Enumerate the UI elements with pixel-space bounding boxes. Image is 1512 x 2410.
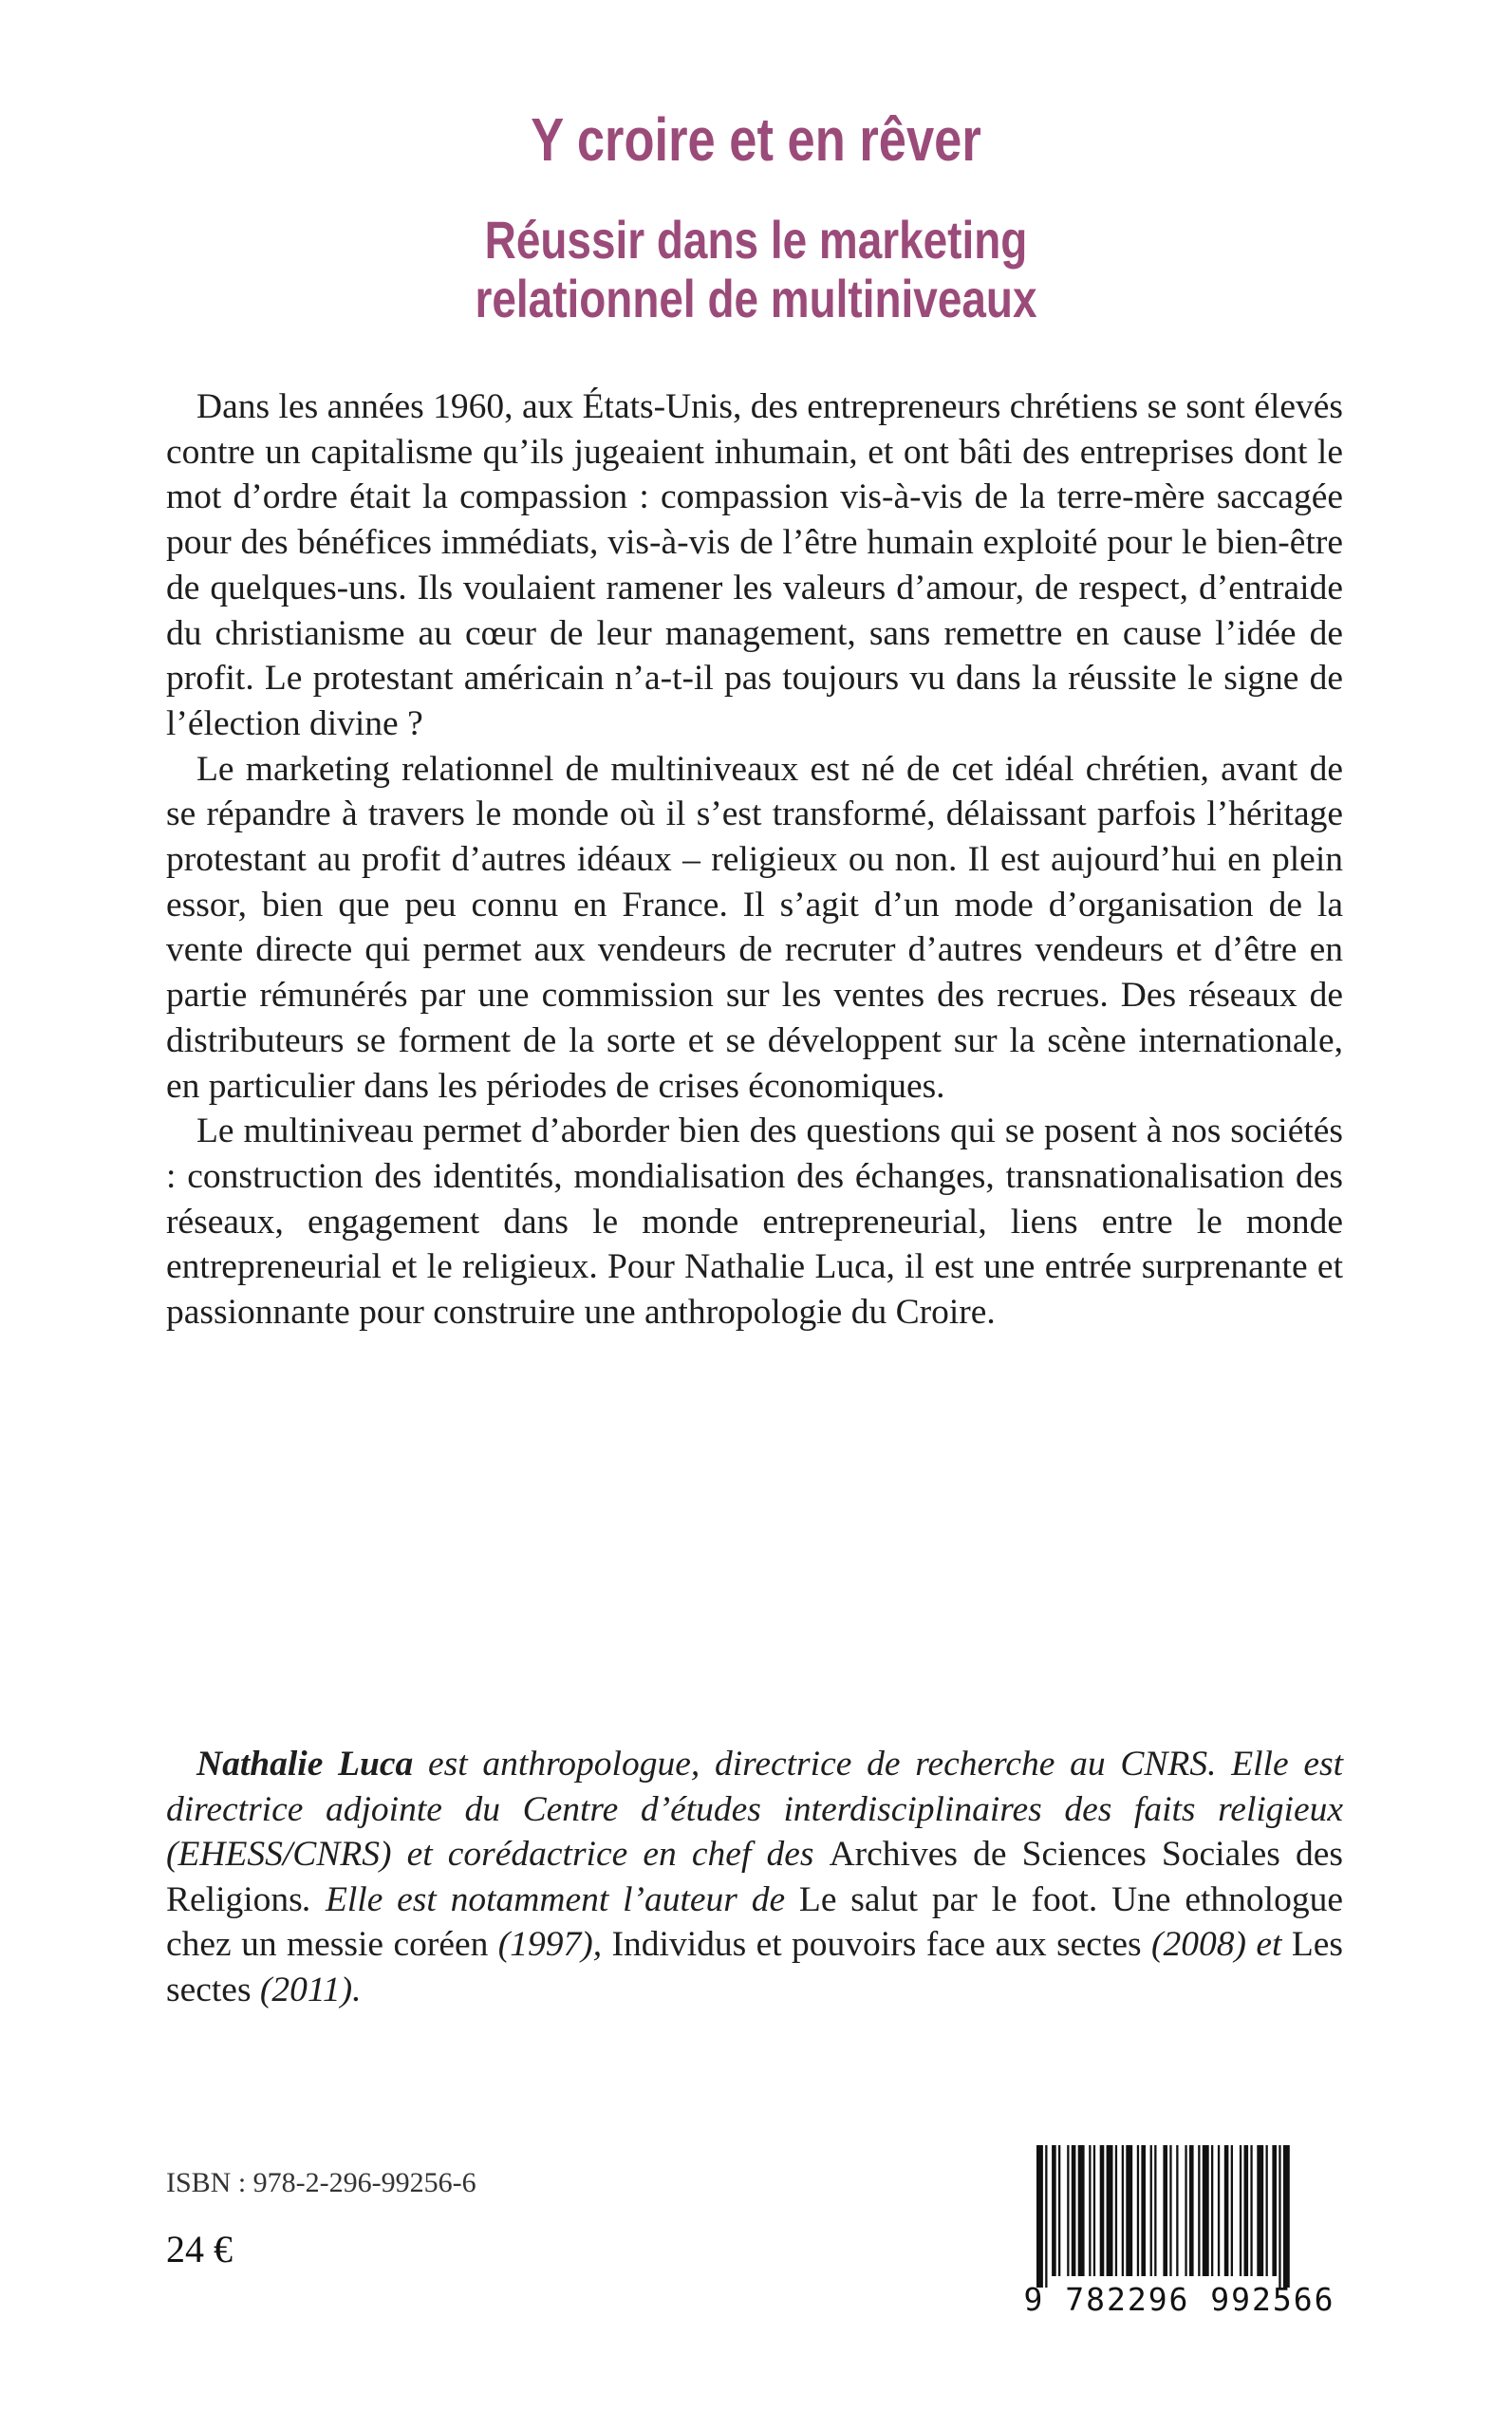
bio-year-2: (2008) et xyxy=(1141,1925,1292,1964)
book-title-2: Individus et pouvoirs face aux sectes xyxy=(611,1925,1142,1964)
book-title: Y croire et en rêver xyxy=(531,105,981,174)
blurb-paragraph-1: Dans les années 1960, aux États-Unis, des entrepreneurs chrétiens se sont élevés contre un capitalisme qu’ils jugeaient inhumain, et ont bâti des entreprises dont le mot d’ordre était la compassion : compassion vis-à-vis de la terre-mère saccagée pour des bénéfices immédiats, vis-à-vis de l’être humain exploité pour le bien-être de quelques-uns. Ils voulaient ramener les valeurs d’amour, de respect, d’entraide du christianisme au cœur de leur management, sans remettre en cause l’idée de profit. Le protestant américain n’a-t-il pas toujours vu dans la réussite le signe de l’élection divine ? xyxy=(166,387,1343,743)
barcode-bar xyxy=(1211,2145,1213,2276)
barcode-bar xyxy=(1240,2145,1241,2276)
blurb-paragraph-2: Le marketing relationnel de multiniveaux est né de cet idéal chrétien, avant de se répandre à travers le monde où il s’est transformé, délaissant parfois l’héritage protestant au profit d’autres idéaux – religieux ou non. Il est aujourd’hui en plein essor, bien que peu connu en France. Il s’agit d’un mode d’organisation de la vente directe qui permet aux vendeurs de recruter d’autres vendeurs et d’être en partie rémunérés par une commission sur les ventes des recrues. Des réseaux de distributeurs se forment de la sorte et se développent sur la scène internationale, en particulier dans les périodes de crises économiques. xyxy=(166,749,1343,1106)
barcode-bars xyxy=(1016,2145,1343,2288)
author-name: Nathalie Luca xyxy=(196,1745,414,1784)
barcode-bar xyxy=(1198,2145,1200,2276)
bio-text-1: est anthropologue, directrice de recherche au CNRS. Elle est directrice adjointe du Centre d’études interdisciplinaires des faits religieux (EHESS/CNRS) et corédactrice en chef des xyxy=(166,1745,1343,1874)
barcode-bar xyxy=(1122,2145,1124,2276)
bio-year-1: (1997), xyxy=(488,1925,612,1964)
journal-title: Archives de Sciences Sociales des Religions xyxy=(166,1835,1343,1919)
barcode-bar xyxy=(1107,2145,1113,2276)
barcode-bar xyxy=(1150,2145,1152,2276)
barcode-bar xyxy=(1141,2145,1146,2276)
barcode-bar xyxy=(1100,2145,1105,2276)
blurb-paragraph-3: Le multiniveau permet d’aborder bien des questions qui se posent à nos sociétés : construction des identités, mondialisation des échanges, transnationalisation des réseaux, engagement dans le monde entrepreneurial, liens entre le monde entrepreneurial et le religieux. Pour Nathalie Luca, il est une entrée surprenante et passionnante pour construire une anthropologie du Croire. xyxy=(166,1112,1343,1333)
barcode-bar xyxy=(1189,2145,1194,2276)
barcode-bar xyxy=(1078,2145,1085,2276)
barcode-bar xyxy=(1185,2145,1186,2276)
book-subtitle xyxy=(136,211,1375,328)
price: 24 € xyxy=(166,2228,233,2270)
barcode-bar xyxy=(1176,2145,1178,2276)
barcode-bar xyxy=(1093,2145,1095,2276)
subtitle-line-2: relationnel de multiniveaux xyxy=(475,269,1037,328)
barcode-bar xyxy=(1224,2145,1229,2276)
bio-text-2: . Elle est notamment l’auteur de xyxy=(302,1879,799,1919)
subtitle-line-1: Réussir dans le marketing xyxy=(484,210,1028,270)
barcode-bar xyxy=(1115,2145,1117,2276)
barcode-bar xyxy=(1244,2145,1249,2276)
barcode-bar xyxy=(1089,2145,1091,2276)
barcode-bar xyxy=(1072,2145,1076,2276)
barcode-bar xyxy=(1036,2145,1043,2288)
barcode-bar xyxy=(1231,2145,1233,2276)
barcode-bar xyxy=(1279,2145,1280,2288)
barcode-digits: 9 782296 992566 xyxy=(1023,2281,1335,2318)
barcode-bar xyxy=(1257,2145,1263,2276)
barcode-bar xyxy=(1137,2145,1139,2276)
book-title-1: Le salut par le foot. Une ethnologue chez un messie coréen xyxy=(166,1879,1343,1964)
barcode-bar xyxy=(1052,2145,1056,2276)
barcode-bar xyxy=(1045,2145,1047,2288)
barcode-bar xyxy=(1163,2145,1167,2276)
book-title-3: Les sectes xyxy=(166,1925,1343,2009)
author-bio xyxy=(166,1742,1343,2012)
barcode-bar xyxy=(1169,2145,1171,2276)
barcode-bar xyxy=(1067,2145,1069,2276)
barcode-bar xyxy=(1058,2145,1060,2276)
bio-year-3: (2011). xyxy=(251,1970,362,2009)
barcode-bar xyxy=(1272,2145,1277,2276)
isbn: ISBN : 978-2-296-99256-6 xyxy=(166,2167,476,2198)
barcode-bar xyxy=(1250,2145,1252,2276)
barcode-bar xyxy=(1126,2145,1132,2276)
barcode-bar xyxy=(1283,2145,1290,2288)
barcode-bar xyxy=(1203,2145,1209,2276)
barcode-bar xyxy=(1266,2145,1268,2276)
barcode xyxy=(1016,2145,1343,2318)
barcode-bar xyxy=(1154,2145,1156,2276)
barcode-bar xyxy=(1218,2145,1220,2276)
blurb xyxy=(166,384,1343,1336)
